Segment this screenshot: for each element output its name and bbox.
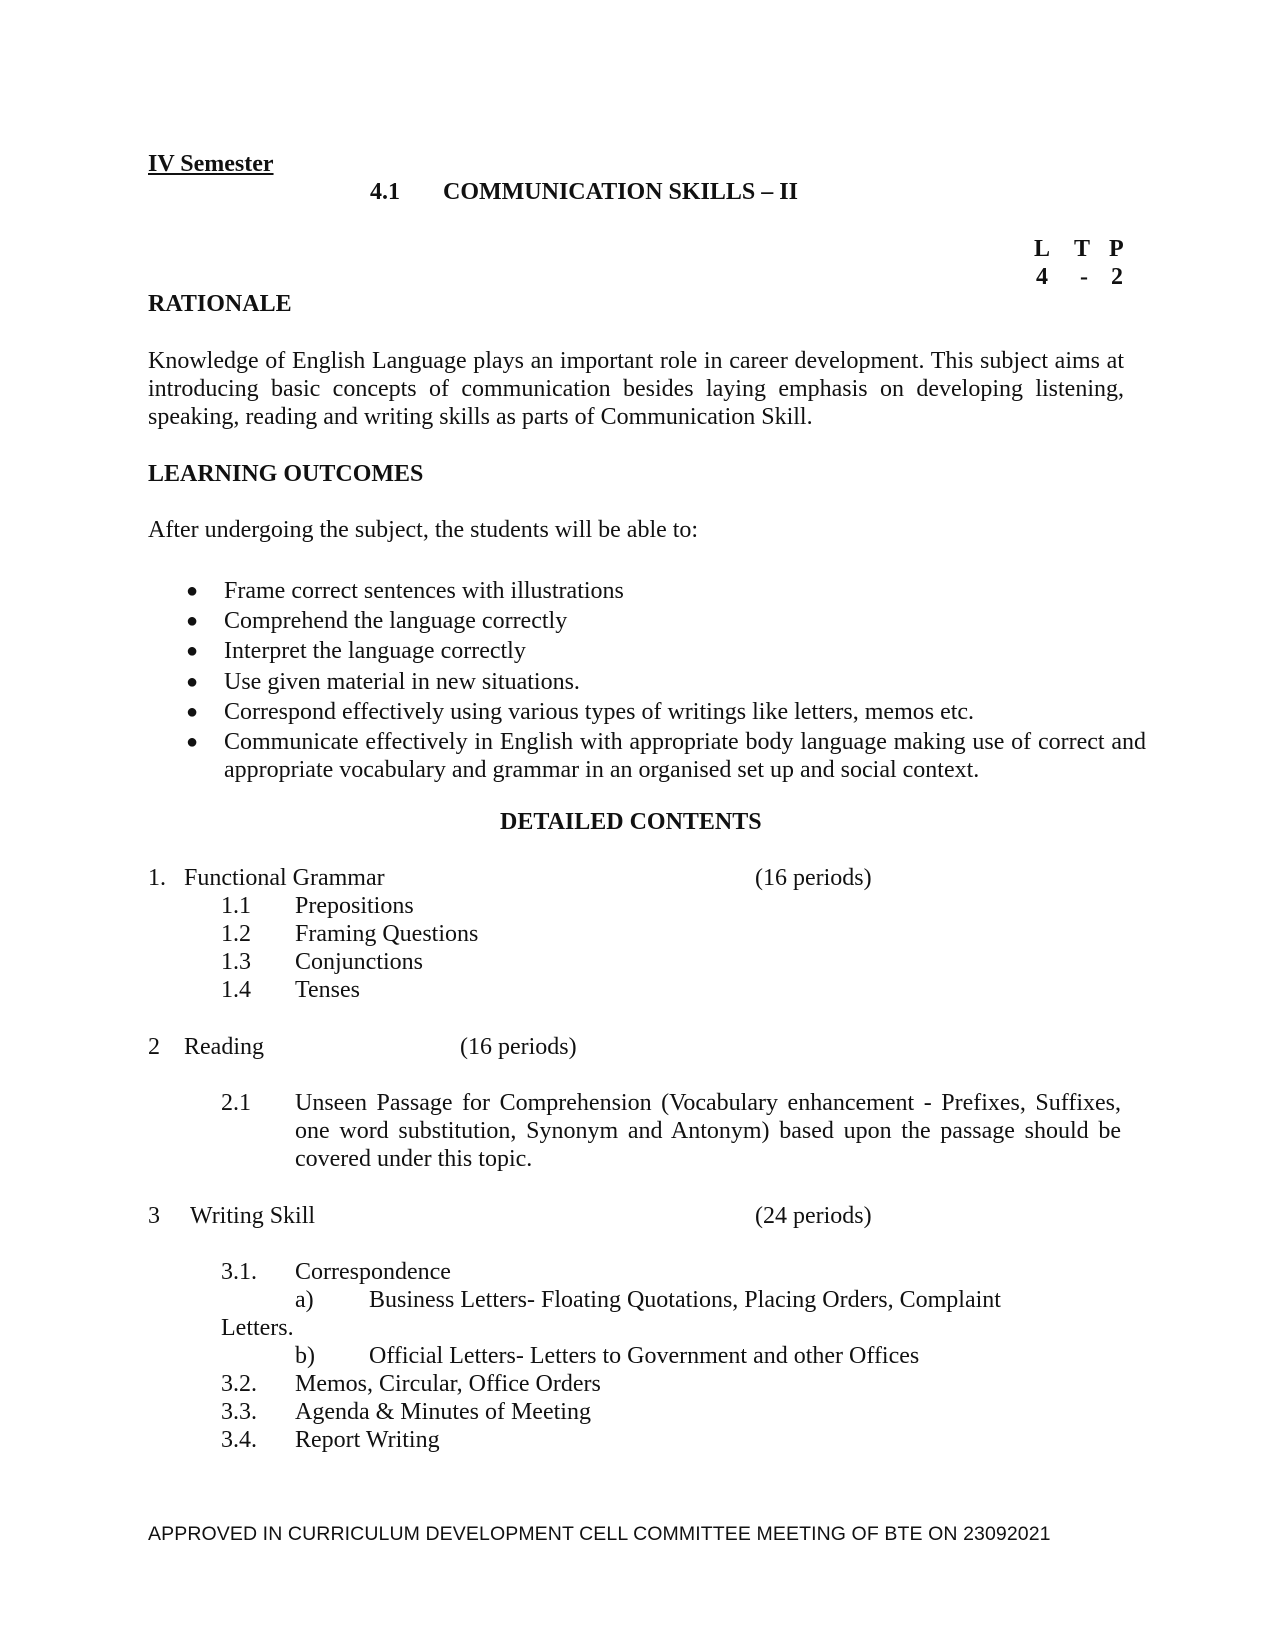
rationale-text: Knowledge of English Language plays an important role in career development. This subject aims at introducing basic concepts of communication besides laying emphasis on developing listening, speaking, reading and writing skills as parts of Communication Skill. xyxy=(148,348,1124,430)
unit3-periods: (24 periods) xyxy=(755,1203,872,1229)
unit3-number: 3 xyxy=(148,1203,160,1229)
subtopic-number: 1.1 xyxy=(221,893,251,919)
subtopic-number: 3.2. xyxy=(221,1371,257,1397)
learning-outcomes-heading: LEARNING OUTCOMES xyxy=(148,461,424,487)
bullet-icon: ● xyxy=(186,730,199,753)
unit2-number: 2 xyxy=(148,1034,160,1060)
unit1-title: Functional Grammar xyxy=(184,865,385,891)
outcome-text: Use given material in new situations. xyxy=(224,668,580,695)
list-item xyxy=(186,637,1146,666)
subtopic-number: 3.3. xyxy=(221,1399,257,1425)
sub-item-label: a) xyxy=(295,1287,314,1313)
course-title: COMMUNICATION SKILLS – II xyxy=(443,179,798,205)
ltp-label-p: P xyxy=(1109,236,1124,262)
sub-item-text: Business Letters- Floating Quotations, Placing Orders, Complaint xyxy=(369,1287,1001,1313)
detailed-contents-heading: DETAILED CONTENTS xyxy=(500,809,762,835)
bullet-icon: ● xyxy=(186,610,199,633)
semester-heading: IV Semester xyxy=(148,151,274,177)
learning-outcomes-intro: After undergoing the subject, the students will be able to: xyxy=(148,517,699,543)
rationale-heading: RATIONALE xyxy=(148,291,292,317)
subtopic-text: Memos, Circular, Office Orders xyxy=(295,1371,601,1397)
list-item xyxy=(186,728,1146,785)
unit2-title: Reading xyxy=(184,1034,264,1060)
ltp-value-l: 4 xyxy=(1036,264,1048,290)
approval-footer: APPROVED IN CURRICULUM DEVELOPMENT CELL COMMITTEE MEETING OF BTE ON 23092021 xyxy=(148,1523,1051,1545)
subtopic-text: Conjunctions xyxy=(295,949,424,975)
subtopic-number: 2.1 xyxy=(221,1090,251,1116)
ltp-label-l: L xyxy=(1034,236,1051,262)
unit3-title: Writing Skill xyxy=(190,1203,316,1229)
ltp-value-t: - xyxy=(1080,264,1088,290)
ltp-label-t: T xyxy=(1074,236,1091,262)
bullet-icon: ● xyxy=(186,640,199,663)
subtopic-text: Prepositions xyxy=(295,893,414,919)
sub-item-continuation: Letters. xyxy=(221,1315,294,1341)
list-item xyxy=(186,607,1146,636)
outcome-text: Correspond effectively using various types of writings like letters, memos etc. xyxy=(224,698,975,725)
ltp-value-p: 2 xyxy=(1111,264,1123,290)
subtopic-number: 3.4. xyxy=(221,1427,257,1453)
sub-item-label: b) xyxy=(295,1343,315,1369)
subtopic-number: 1.3 xyxy=(221,949,251,975)
list-item xyxy=(186,668,1146,697)
subtopic-text: Unseen Passage for Comprehension (Vocabulary enhancement - Prefixes, Suffixes, one word substitution, Synonym and Antonym) based upon the passage should be covered under this topic. xyxy=(295,1090,1121,1172)
list-item xyxy=(186,698,1146,727)
subtopic-text: Correspondence xyxy=(295,1259,451,1285)
list-item xyxy=(186,577,1146,606)
subtopic-text: Report Writing xyxy=(295,1427,440,1453)
bullet-icon: ● xyxy=(186,700,199,723)
outcome-text: Frame correct sentences with illustrations xyxy=(224,578,624,604)
outcome-text: Communicate effectively in English with appropriate body language making use of correct and appropriate vocabulary and grammar in an organised set up and social context. xyxy=(224,728,1146,784)
subtopic-number: 1.4 xyxy=(221,977,251,1003)
bullet-icon: ● xyxy=(186,670,199,693)
sub-item-text: Official Letters- Letters to Government and other Offices xyxy=(369,1343,920,1369)
outcome-text: Comprehend the language correctly xyxy=(224,608,568,635)
unit1-number: 1. xyxy=(148,865,166,891)
subtopic-number: 3.1. xyxy=(221,1259,257,1285)
subtopic-text: Agenda & Minutes of Meeting xyxy=(295,1399,591,1425)
bullet-icon: ● xyxy=(186,580,199,602)
learning-outcomes-list xyxy=(186,577,1146,787)
subtopic-number: 1.2 xyxy=(221,921,251,947)
subtopic-text: Tenses xyxy=(295,977,360,1003)
course-number: 4.1 xyxy=(370,179,400,205)
unit2-periods: (16 periods) xyxy=(460,1034,577,1060)
outcome-text: Interpret the language correctly xyxy=(224,638,526,665)
unit1-periods: (16 periods) xyxy=(755,865,872,891)
subtopic-text: Framing Questions xyxy=(295,921,479,947)
